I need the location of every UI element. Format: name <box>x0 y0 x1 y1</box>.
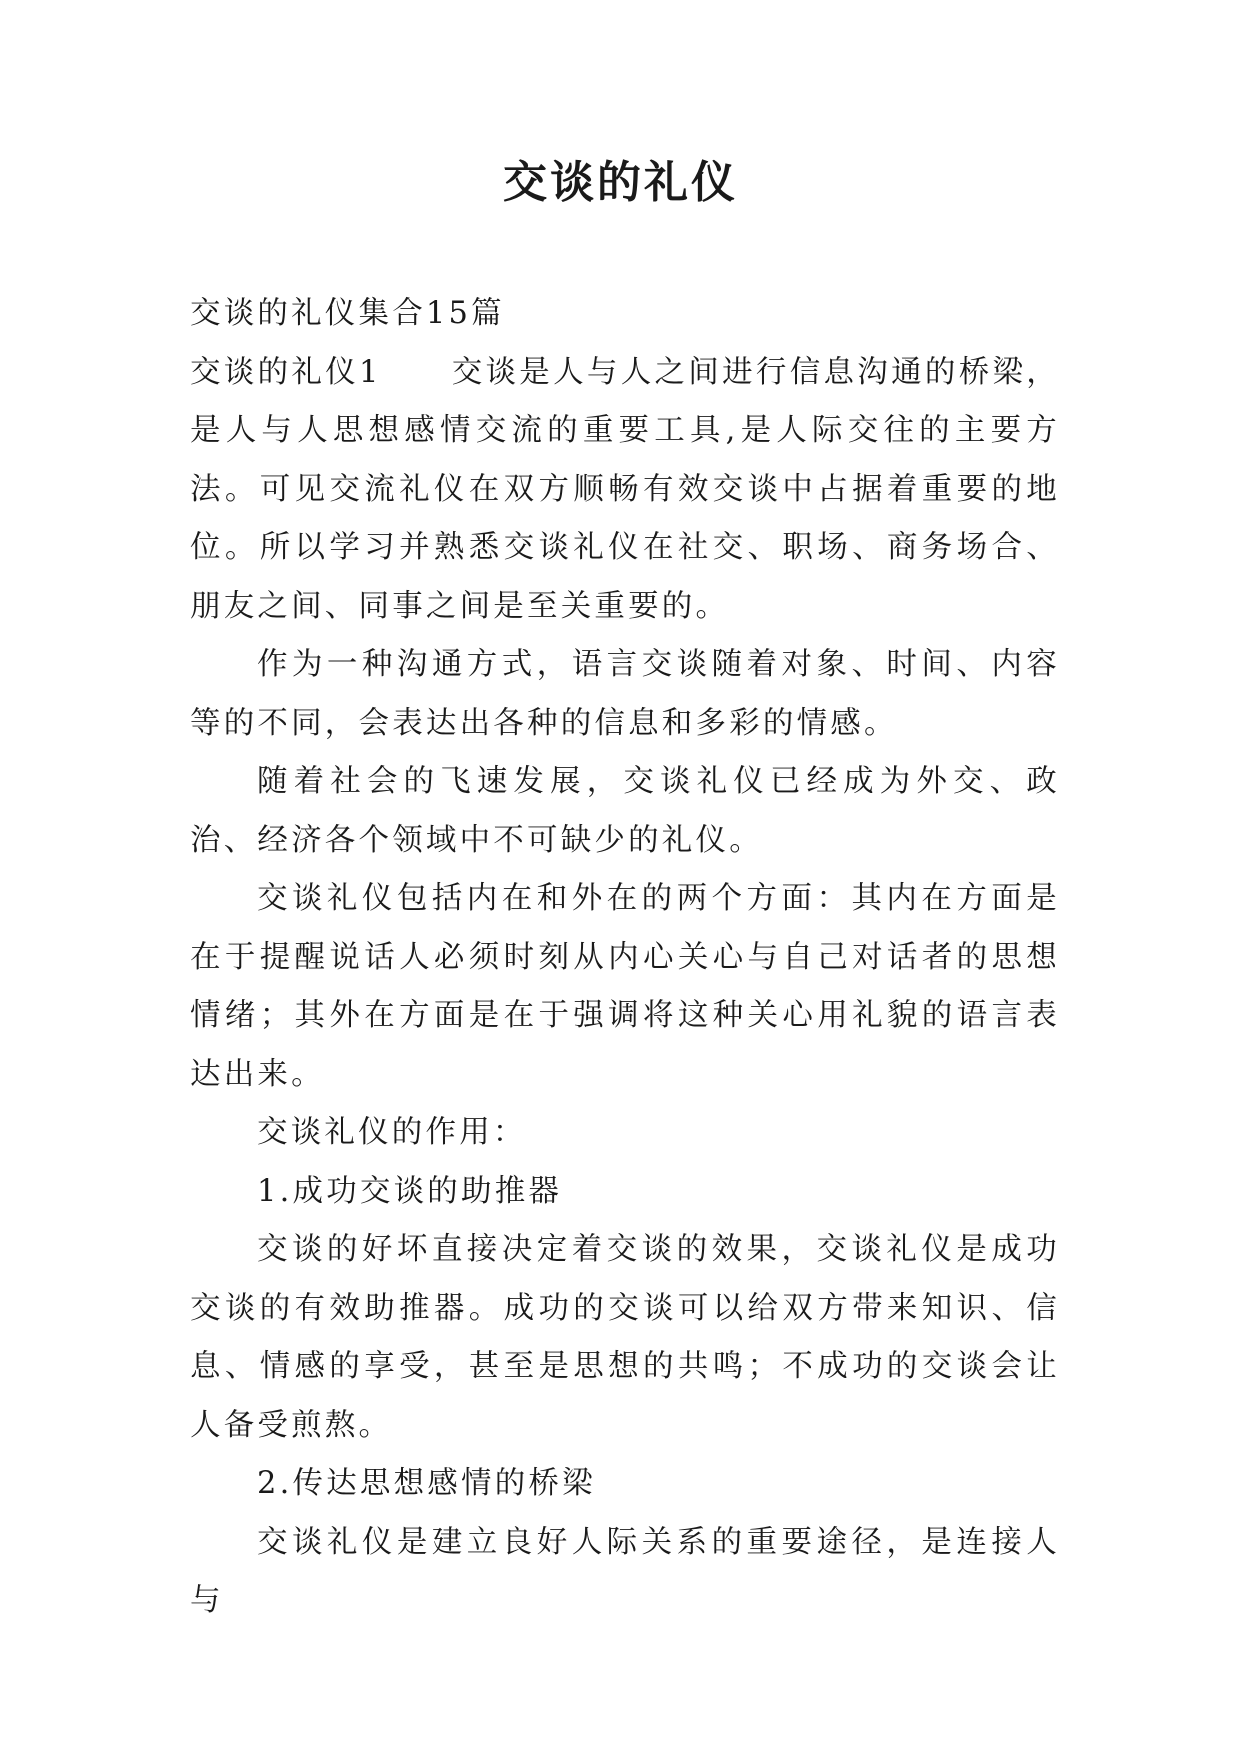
list-item-heading-1: 1.成功交谈的助推器 <box>257 1173 563 1209</box>
paragraph-bridge: 交谈礼仪是建立良好人际关系的重要途径，是连接人与 <box>190 1524 1060 1618</box>
paragraph-intro-text: 交谈是人与人之间进行信息沟通的桥梁，是人与人思想感情交流的重要工具,是人际交往的主要方法。可见交流礼仪在双方顺畅有效交谈中占据着重要的地位。所以学习并熟悉交谈礼仪在社交、职场、商务场合、朋友之间、同事之间是至关重要的。 <box>190 354 1060 624</box>
paragraph-collection-title: 交谈的礼仪集合15篇 <box>190 296 505 331</box>
document-body <box>190 285 1060 1631</box>
paragraph-booster: 交谈的好坏直接决定着交谈的效果，交谈礼仪是成功交谈的有效助推器。成功的交谈可以给双方带来知识、信息、情感的享受，甚至是思想的共鸣；不成功的交谈会让人备受煎熬。 <box>190 1232 1060 1443</box>
document-title: 交谈的礼仪 <box>503 157 738 208</box>
paragraph-development: 随着社会的飞速发展，交谈礼仪已经成为外交、政治、经济各个领域中不可缺少的礼仪。 <box>190 764 1060 858</box>
paragraph-inner-outer: 交谈礼仪包括内在和外在的两个方面：其内在方面是在于提醒说话人必须时刻从内心关心与自己对话者的思想情绪；其外在方面是在于强调将这种关心用礼貌的语言表达出来。 <box>190 881 1060 1092</box>
paragraph-role-heading: 交谈礼仪的作用： <box>257 1115 527 1150</box>
list-item-heading-2: 2.传达思想感情的桥梁 <box>257 1466 596 1501</box>
section-heading: 交谈的礼仪1 <box>190 354 382 390</box>
paragraph-communication: 作为一种沟通方式，语言交谈随着对象、时间、内容等的不同，会表达出各种的信息和多彩的情感。 <box>190 647 1060 741</box>
paragraph-intro <box>190 344 1060 637</box>
